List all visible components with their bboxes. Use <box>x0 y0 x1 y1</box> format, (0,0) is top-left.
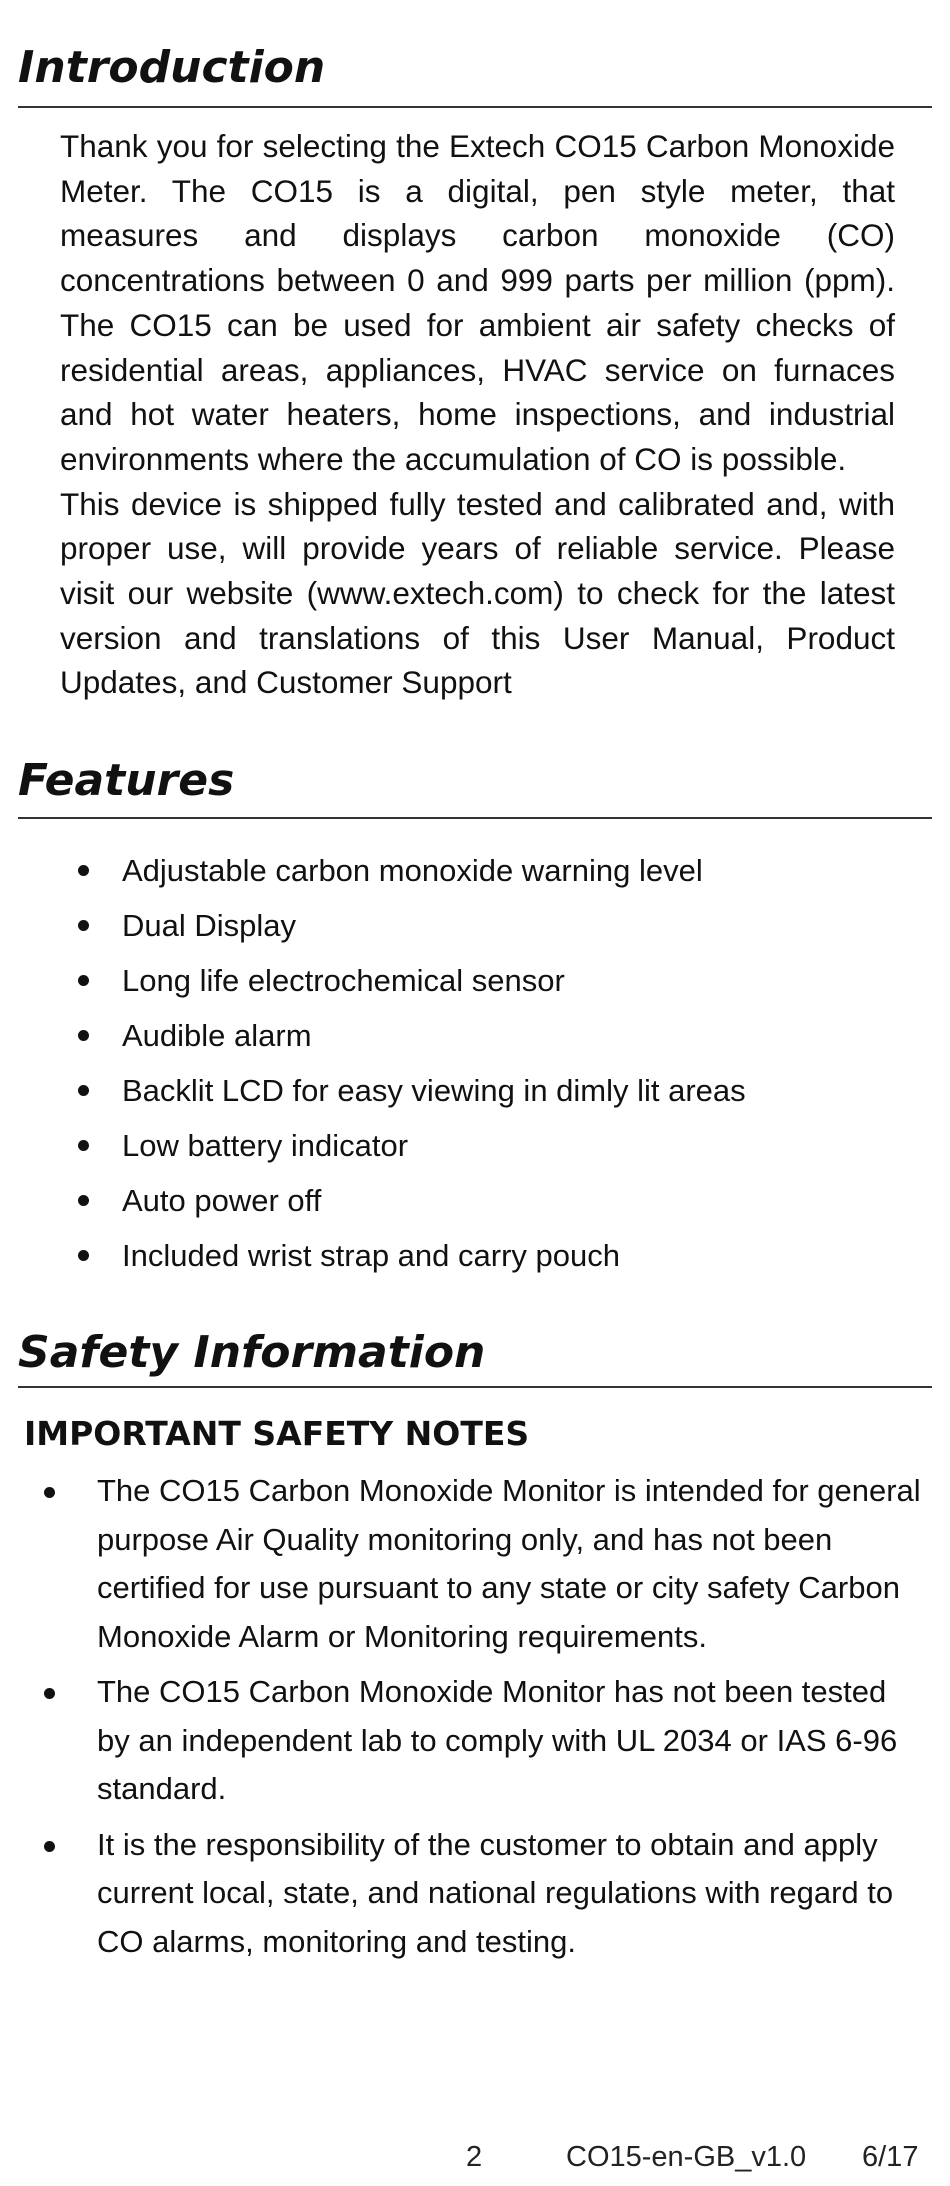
document-date: 6/17 <box>862 2141 919 2173</box>
bullet-icon <box>78 1140 89 1151</box>
feature-text: Low battery indicator <box>122 1128 409 1163</box>
feature-text: Audible alarm <box>122 1018 312 1053</box>
safety-subheading: IMPORTANT SAFETY NOTES <box>24 1414 530 1453</box>
page-number: 2 <box>466 2141 483 2173</box>
safety-notes-list <box>24 1467 924 1973</box>
feature-text: Backlit LCD for easy viewing in dimly lit areas <box>122 1073 746 1108</box>
introduction-body <box>60 124 895 705</box>
list-item <box>60 953 746 1008</box>
feature-text: Dual Display <box>122 908 297 943</box>
features-list <box>60 843 746 1283</box>
bullet-icon <box>44 1487 55 1498</box>
list-item <box>24 1668 924 1814</box>
safety-divider <box>18 1386 932 1388</box>
list-item <box>24 1821 924 1967</box>
bullet-icon <box>78 865 89 876</box>
feature-text: Included wrist strap and carry pouch <box>122 1238 620 1273</box>
features-heading: Features <box>18 755 235 806</box>
bullet-icon <box>78 1085 89 1096</box>
feature-text: Long life electrochemical sensor <box>122 963 565 998</box>
safety-note-text: The CO15 Carbon Monoxide Monitor has not been tested by an independent lab to comply with UL 2034 or IAS 6-96 standard. <box>97 1674 898 1806</box>
list-item <box>60 1228 746 1283</box>
list-item <box>60 1118 746 1173</box>
introduction-paragraph: This device is shipped fully tested and calibrated and, with proper use, will provide years of reliable service. Please visit our website (www.extech.com) to check for the latest version and translations of this User Manual, Product Updates, and Customer Support <box>60 485 895 701</box>
list-item <box>60 1063 746 1118</box>
safety-heading: Safety Information <box>18 1327 486 1378</box>
list-item <box>60 1173 746 1228</box>
bullet-icon <box>78 1030 89 1041</box>
bullet-icon <box>44 1841 55 1852</box>
bullet-icon <box>78 1250 89 1261</box>
bullet-icon <box>44 1688 55 1699</box>
feature-text: Adjustable carbon monoxide warning level <box>122 853 703 888</box>
bullet-icon <box>78 1195 89 1206</box>
list-item <box>24 1467 924 1661</box>
list-item <box>60 843 746 898</box>
feature-text: Auto power off <box>122 1183 322 1218</box>
introduction-divider <box>18 106 932 108</box>
introduction-paragraph: Thank you for selecting the Extech CO15 Carbon Monoxide Meter. The CO15 is a digital, pen style meter, that measures and displays carbon monoxide (CO) concentrations between 0 and 999 parts per million (ppm). The CO15 can be used for ambient air safety checks of residential areas, appliances, HVAC service on furnaces and hot water heaters, home inspections, and industrial environments where the accumulation of CO is possible. <box>60 128 895 477</box>
bullet-icon <box>78 975 89 986</box>
safety-note-text: It is the responsibility of the customer to obtain and apply current local, state, and national regulations with regard to CO alarms, monitoring and testing. <box>97 1826 894 1959</box>
document-id: CO15-en-GB_v1.0 <box>566 2141 807 2173</box>
introduction-heading: Introduction <box>18 42 326 93</box>
bullet-icon <box>78 920 89 931</box>
list-item <box>60 1008 746 1063</box>
features-divider <box>18 817 932 819</box>
list-item <box>60 898 746 953</box>
safety-note-text: The CO15 Carbon Monoxide Monitor is intended for general purpose Air Quality monitoring only, and has not been certified for use pursuant to any state or city safety Carbon Monoxide Alarm or Monitoring requirements. <box>97 1473 921 1654</box>
